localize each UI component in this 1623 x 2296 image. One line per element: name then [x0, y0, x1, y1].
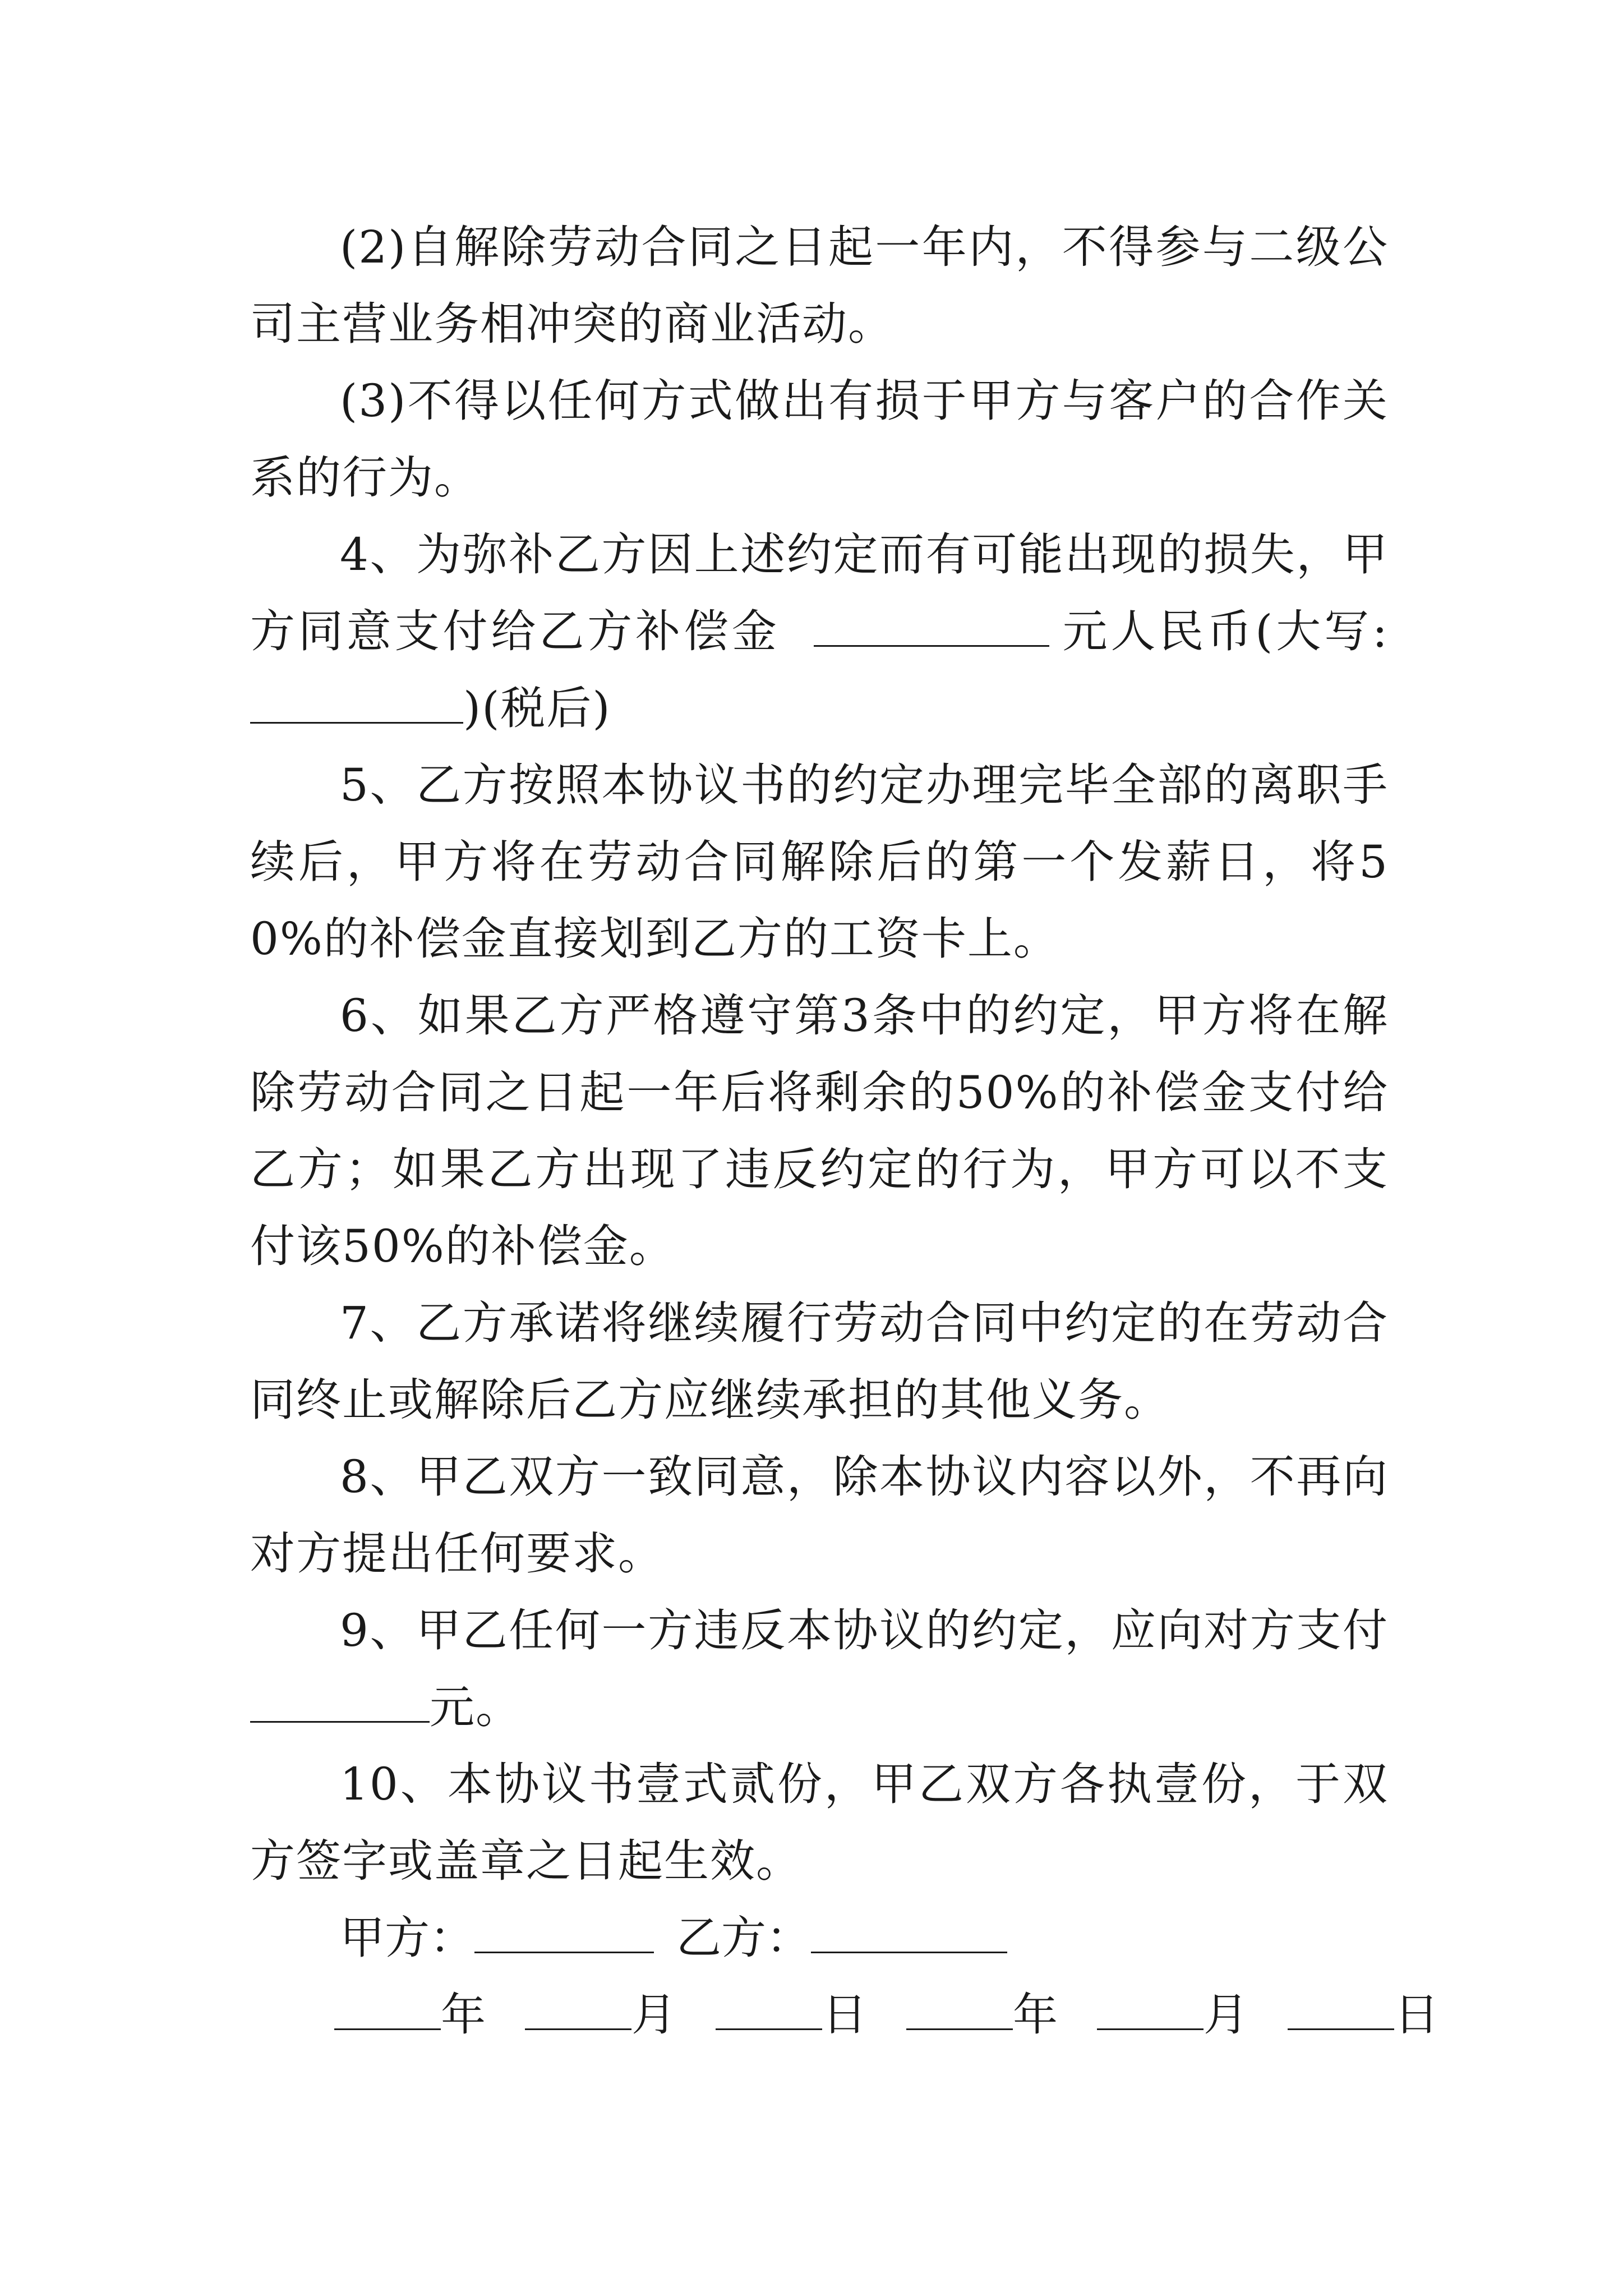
day-label: 日 [1394, 1989, 1439, 2041]
party-b-month [1097, 1989, 1248, 2041]
party-b-day-blank [1288, 1984, 1394, 2030]
clause-10: 10、本协议书壹式贰份，甲乙双方各执壹份，于双方签字或盖章之日起生效。 [250, 1758, 1389, 1887]
clause-5: 5、乙方按照本协议书的约定办理完毕全部的离职手续后，甲方将在劳动合同解除后的第一个发薪日，将50%的补偿金直接划到乙方的工资卡上。 [250, 759, 1389, 965]
party-b-year [906, 1989, 1058, 2041]
clause-4-text: 4、为弥补乙方因上述约定而有可能出现的损失，甲方同意支付给乙方补偿金 [250, 528, 1389, 657]
party-a-month [525, 1989, 676, 2041]
party-b-day [1288, 1989, 1439, 2041]
party-b-label: 乙方： [676, 1912, 811, 1964]
clause-9 [250, 1592, 1389, 1746]
day-label: 日 [822, 1989, 867, 2041]
party-a-month-blank [525, 1984, 631, 2030]
party-a-day-blank [716, 1984, 822, 2030]
month-label: 月 [1204, 1989, 1248, 2041]
party-a-year [334, 1989, 486, 2041]
clause-6: 6、如果乙方严格遵守第3条中的约定，甲方将在解除劳动合同之日起一年后将剩余的50%的补偿金支付给乙方；如果乙方出现了违反约定的行为，甲方可以不支付该50%的补偿金。 [250, 990, 1389, 1272]
document-page [250, 209, 1439, 2053]
compensation-amount-words-blank [250, 677, 463, 724]
party-a-label: 甲方： [340, 1912, 474, 1964]
clause-4-tail: )(税后) [463, 682, 611, 734]
party-b-year-blank [906, 1984, 1013, 2030]
clause-8: 8、甲乙双方一致同意，除本协议内容以外，不再向对方提出任何要求。 [250, 1451, 1389, 1580]
party-b-month-blank [1097, 1984, 1204, 2030]
signature-row [250, 1899, 1389, 1976]
clause-3-2: (2)自解除劳动合同之日起一年内，不得参与二级公司主营业务相冲突的商业活动。 [250, 221, 1389, 350]
month-label: 月 [631, 1989, 676, 2041]
clause-4 [250, 516, 1389, 747]
clause-3-3: (3)不得以任何方式做出有损于甲方与客户的合作关系的行为。 [250, 375, 1389, 504]
clause-9-text: 9、甲乙任何一方违反本协议的约定，应向对方支付 [340, 1604, 1389, 1657]
party-a-signature-blank [474, 1907, 654, 1953]
party-b-signature-blank [811, 1907, 1007, 1953]
compensation-amount-blank [814, 600, 1049, 647]
penalty-amount-blank [250, 1676, 430, 1723]
clause-7: 7、乙方承诺将继续履行劳动合同中约定的在劳动合同终止或解除后乙方应继续承担的其他义务。 [250, 1297, 1389, 1426]
year-label: 年 [1013, 1989, 1058, 2041]
date-row [250, 1976, 1439, 2053]
clause-9-tail: 元。 [430, 1681, 522, 1733]
party-a-day [716, 1989, 867, 2041]
year-label: 年 [441, 1989, 486, 2041]
clause-4-currency: 元人民币(大写: [1060, 605, 1389, 657]
party-a-year-blank [334, 1984, 441, 2030]
